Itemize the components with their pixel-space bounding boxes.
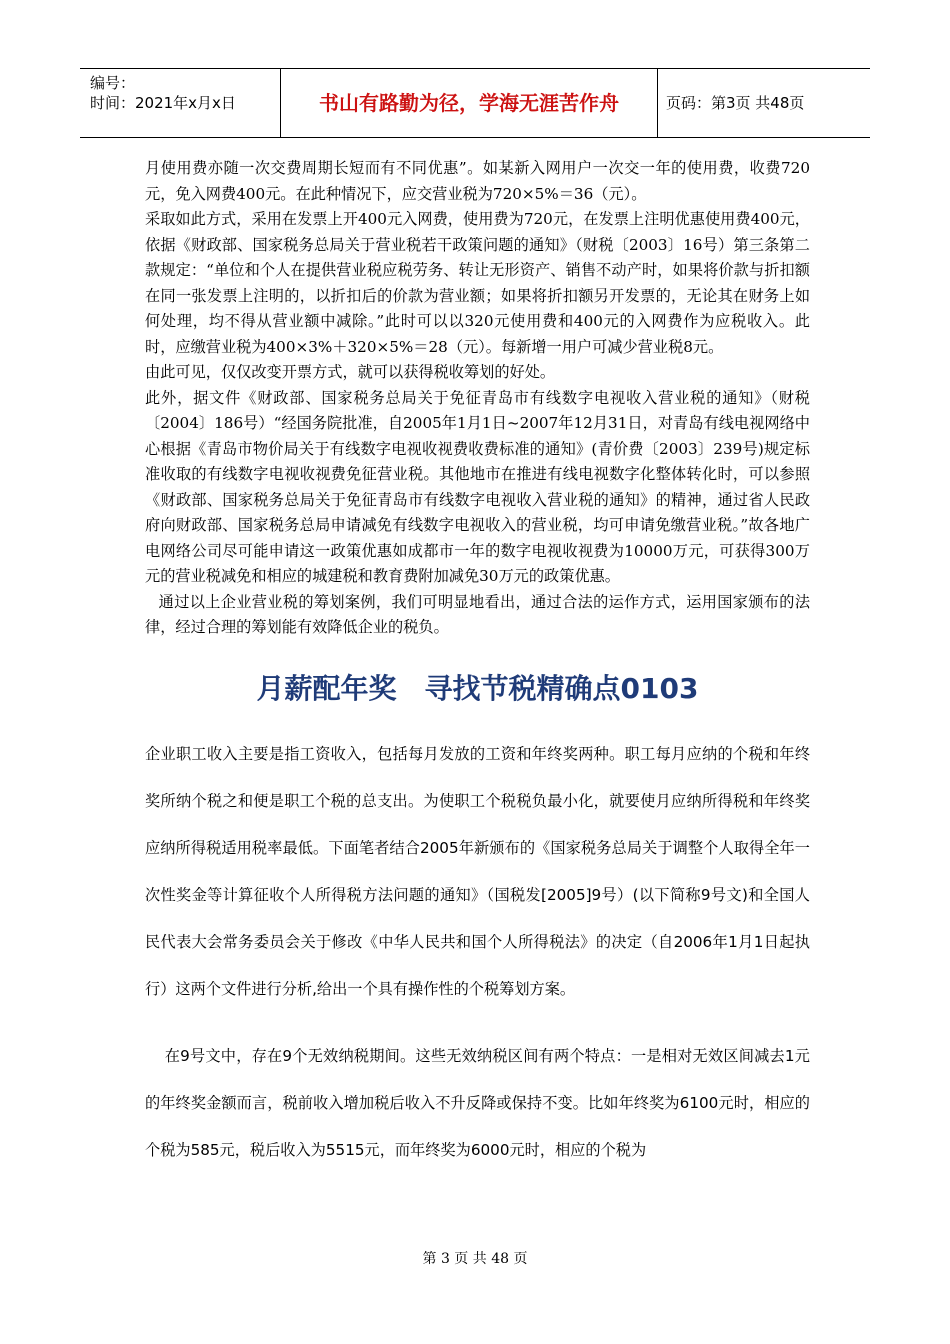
- page-footer: 第 3 页 共 48 页: [422, 1251, 528, 1267]
- section-title: 月薪配年奖 寻找节税精确点0103: [256, 671, 699, 705]
- body-paragraph: 采取如此方式，采用在发票上开400元入网费，使用费为720元，在发票上注明优惠使用费400元，依据《财政部、国家税务总局关于营业税若干政策问题的通知》（财税〔2003〕16号）第三条第二款规定：“单位和个人在提供营业税应税劳务、转让无形资产、销售不动产时，如果将价款与折扣额在同一张发票上注明的，以折扣后的价款为营业额；如果将折扣额另开发票的，无论其在财务上如何处理，均不得从营业额中减除。”此时可以以320元使用费和400元的入网费作为应税收入。此时，应缴营业税为400×3%＋320×5%＝28（元）。每新增一用户可减少营业税8元。: [145, 210, 810, 356]
- header-number-label: 编号：: [90, 74, 136, 92]
- header-meta: [80, 69, 281, 137]
- page-header: [80, 68, 870, 138]
- header-page-info: 页码：第3页 共48页: [666, 94, 805, 112]
- header-time-label: 时间：2021年x月x日: [90, 94, 236, 112]
- header-motto: 书山有路勤为径，学海无涯苦作舟: [281, 69, 658, 137]
- body-paragraph: 在9号文中，存在9个无效纳税期间。这些无效纳税区间有两个特点：一是相对无效区间减去1元的年终奖金额而言，税前收入增加税后收入不升反降或保持不变。比如年终奖为6100元时，相应的个税为585元，税后收入为5515元，而年终奖为6000元时，相应的个税为: [145, 1046, 810, 1159]
- body-paragraph: 通过以上企业营业税的筹划案例，我们可明显地看出，通过合法的运作方式，运用国家颁布的法律，经过合理的筹划能有效降低企业的税负。: [145, 592, 810, 636]
- body-paragraph: 此外，据文件《财政部、国家税务总局关于免征青岛市有线数字电视收入营业税的通知》（财税〔2004〕186号）“经国务院批准，自2005年1月1日~2007年12月31日，对青岛有线电视网络中心根据《青岛市物价局关于有线数字电视收视费收费标准的通知》(青价费〔2003〕239号)规定标准收取的有线数字电视收视费免征营业税。其他地市在推进有线电视数字化整体转化时，可以参照《财政部、国家税务总局关于免征青岛市有线数字电视收入营业税的通知》的精神，通过省人民政府向财政部、国家税务总局申请减免有线数字电视收入的营业税，均可申请免缴营业税。”故各地广电网络公司尽可能申请这一政策优惠如成都市一年的数字电视收视费为10000万元，可获得300万元的营业税减免和相应的城建税和教育费附加减免30万元的政策优惠。: [145, 388, 810, 585]
- body-paragraph: 企业职工收入主要是指工资收入，包括每月发放的工资和年终奖两种。职工每月应纳的个税和年终奖所纳个税之和便是职工个税的总支出。为使职工个税税负最小化，就要使月应纳所得税和年终奖应纳所得税适用税率最低。下面笔者结合2005年新颁布的《国家税务总局关于调整个人取得全年一次性奖金等计算征收个人所得税方法问题的通知》（国税发[2005]9号）(以下简称9号文)和全国人民代表大会常务委员会关于修改《中华人民共和国个人所得税法》的决定（自2006年1月1日起执行）这两个文件进行分析,给出一个具有操作性的个税筹划方案。: [145, 744, 810, 998]
- document-body: [145, 156, 810, 1174]
- body-paragraph: 由此可见，仅仅改变开票方式，就可以获得税收筹划的好处。: [145, 363, 556, 381]
- body-paragraph: 月使用费亦随一次交费周期长短而有不同优惠”。如某新入网用户一次交一年的使用费，收费720元，免入网费400元。在此种情况下，应交营业税为720×5%＝36（元）。: [145, 159, 810, 203]
